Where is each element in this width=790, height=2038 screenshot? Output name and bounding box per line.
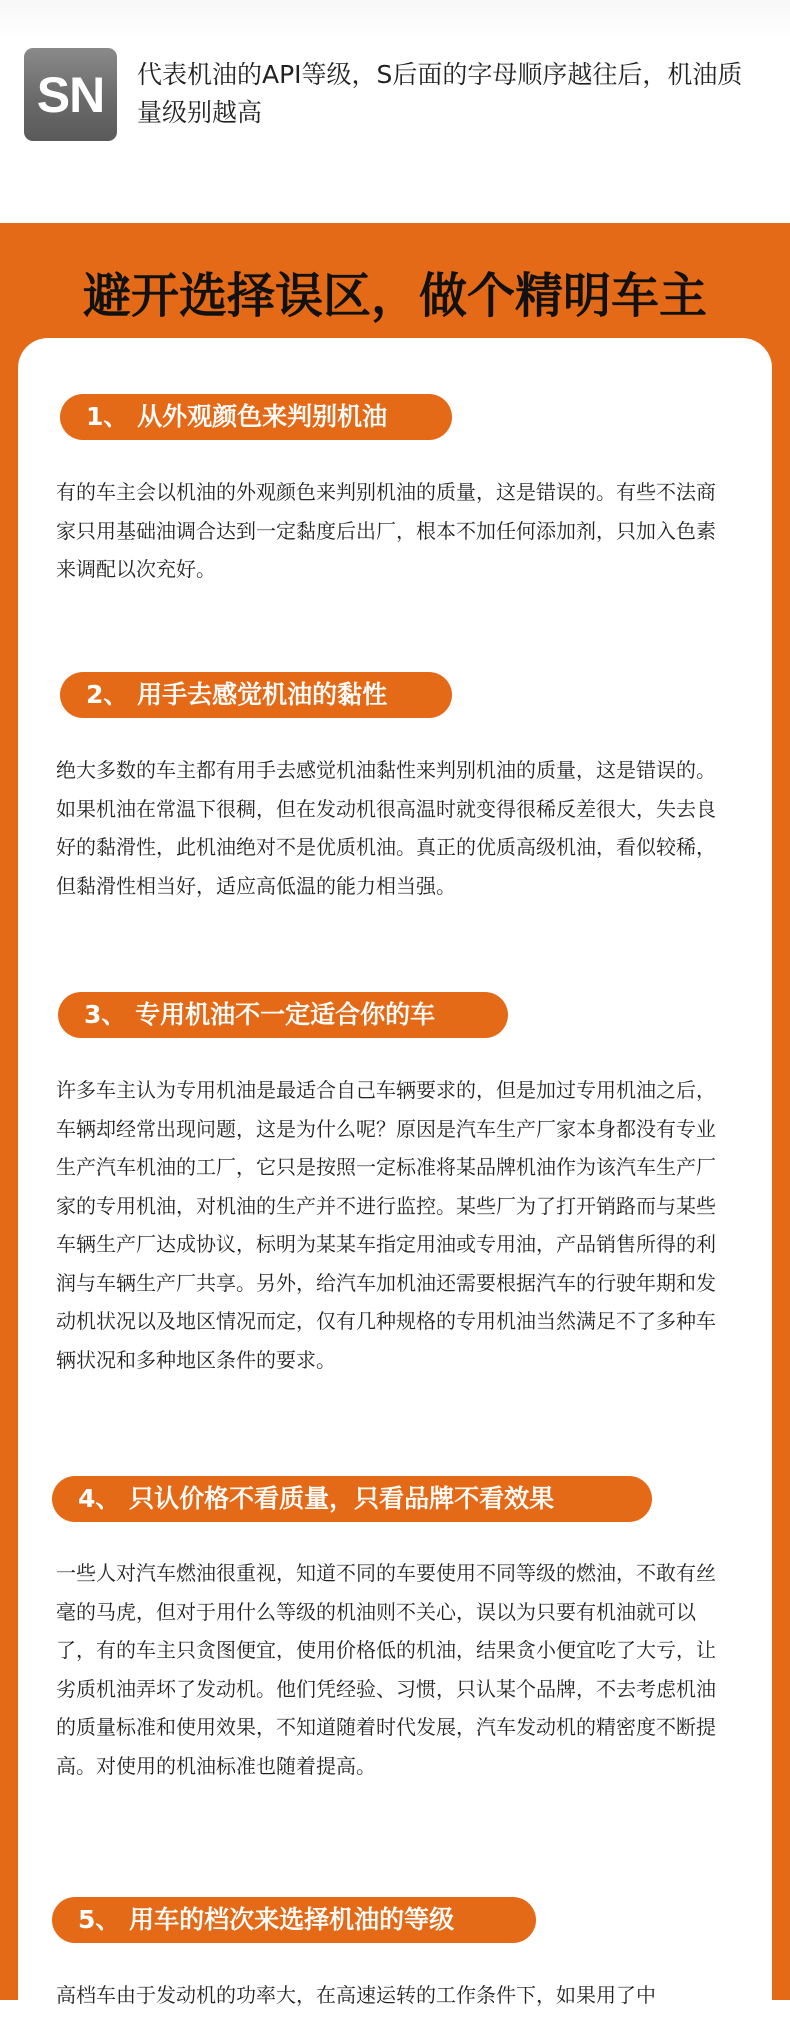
sn-grade-badge: SN (24, 48, 117, 141)
item-heading-3: 3、 专用机油不一定适合你的车 (58, 992, 508, 1038)
item-heading-5: 5、 用车的档次来选择机油的等级 (52, 1897, 536, 1943)
item-body-5: 高档车由于发动机的功率大，在高速运转的工作条件下，如果用了中 (56, 1983, 656, 2007)
top-fade (0, 0, 790, 40)
item-heading-1: 1、 从外观颜色来判别机油 (60, 394, 452, 440)
item-body-2: 绝大多数的车主都有用手去感觉机油黏性来判别机油的质量，这是错误的。如果机油在常温下很稠，但在发动机很高温时就变得很稀反差很大，失去良好的黏滑性，此机油绝对不是优质机油。真正的优质高级机油，看似较稀，但黏滑性相当好，适应高低温的能力相当强。 (56, 758, 716, 898)
item-body-1: 有的车主会以机油的外观颜色来判别机油的质量，这是错误的。有些不法商家只用基础油调合达到一定黏度后出厂，根本不加任何添加剂，只加入色素来调配以次充好。 (56, 480, 716, 581)
item-body-3: 许多车主认为专用机油是最适合自己车辆要求的，但是加过专用机油之后，车辆却经常出现问题，这是为什么呢？原因是汽车生产厂家本身都没有专业生产汽车机油的工厂，它只是按照一定标准将某品牌机油作为该汽车生产厂家的专用机油，对机油的生产并不进行监控。某些厂为了打开销路而与某些车辆生产厂达成协议，标明为某某车指定用油或专用油，产品销售所得的利润与车辆生产厂共享。另外，给汽车加机油还需要根据汽车的行驶年期和发动机状况以及地区情况而定，仅有几种规格的专用机油当然满足不了多种车辆状况和多种地区条件的要求。 (56, 1078, 716, 1372)
section-title: 避开选择误区，做个精明车主 (82, 268, 707, 324)
item-body-4: 一些人对汽车燃油很重视，知道不同的车要使用不同等级的燃油，不敢有丝毫的马虎，但对于用什么等级的机油则不关心，误以为只要有机油就可以了，有的车主只贪图便宜，使用价格低的机油，结果贪小便宜吃了大亏，让劣质机油弄坏了发动机。他们凭经验、习惯，只认某个品牌，不去考虑机油的质量标准和使用效果，不知道随着时代发展，汽车发动机的精密度不断提高。对使用的机油标准也随着提高。 (56, 1561, 716, 1778)
sn-grade-description: 代表机油的API等级，S后面的字母顺序越往后，机油质量级别越高 (137, 60, 743, 127)
item-heading-2: 2、 用手去感觉机油的黏性 (60, 672, 452, 718)
item-heading-4: 4、 只认价格不看质量，只看品牌不看效果 (52, 1476, 652, 1522)
